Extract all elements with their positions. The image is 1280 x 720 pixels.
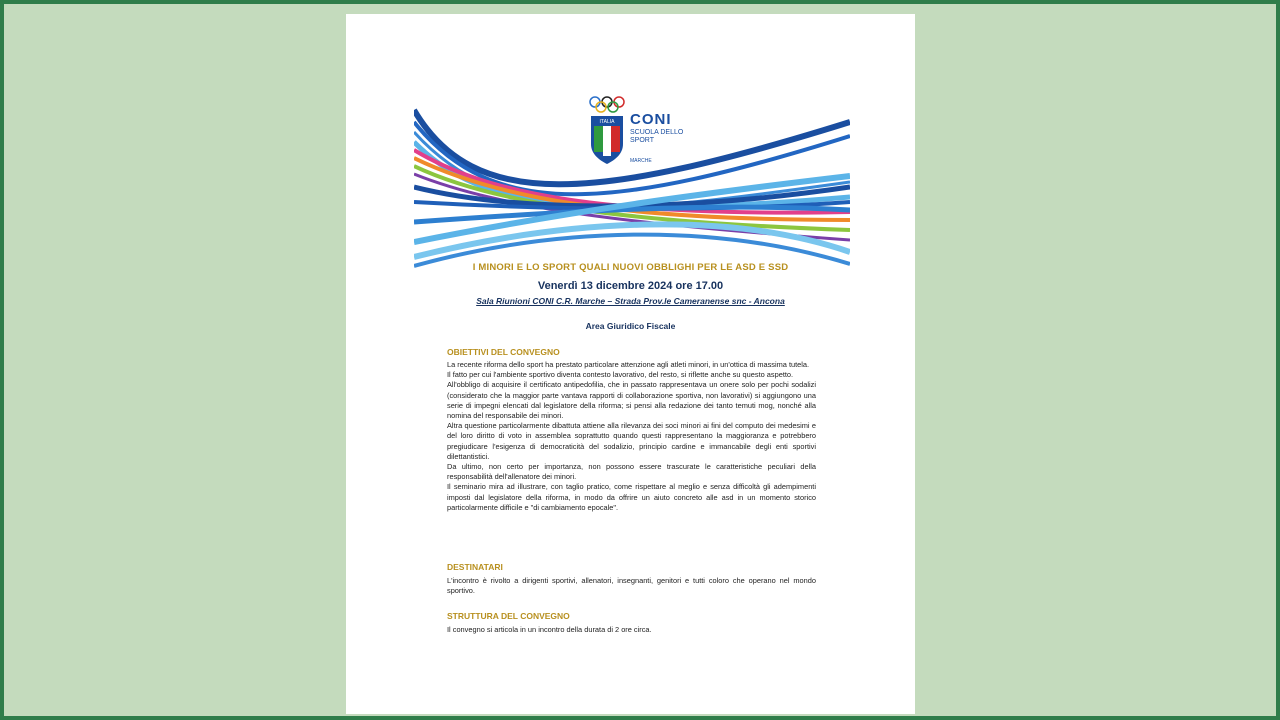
structure-heading: STRUTTURA DEL CONVEGNO xyxy=(447,611,570,621)
event-title: I MINORI E LO SPORT QUALI NUOVI OBBLIGHI PER LE ASD E SSD xyxy=(472,262,789,273)
objectives-paragraph: Da ultimo, non certo per importanza, non possono essere trascurate le caratteristiche peculiari della responsabilità dell'allenatore dei minori. xyxy=(447,462,816,482)
objectives-paragraph: Altra questione particolarmente dibattuta attiene alla rilevanza dei soci minori ai fini del computo dei medesimi e del loro diritto di voto in assemblea soprattutto quando questi rappresentano la maggioranza e potrebbero pregiudicare l'esigenza di democraticità del sodalizio, principio cardine e immancabile degli enti sportivi dilettantistici. xyxy=(447,421,816,461)
coni-subtitle: SCUOLA DELLO SPORT xyxy=(630,129,684,144)
objectives-heading: OBIETTIVI DEL CONVEGNO xyxy=(447,347,560,357)
background-frame xyxy=(4,4,1276,716)
event-area: Area Giuridico Fiscale xyxy=(585,321,676,331)
recipients-heading: DESTINATARI xyxy=(447,562,503,572)
badge-text: ITALIA xyxy=(599,119,615,125)
objectives-paragraph: All'obbligo di acquisire il certificato antipedofilia, che in passato rappresentava un onere solo per pochi sodalizi (considerato che la maggior parte vantava rapporti di collaborazione sportiva, non lavorativi) si aggiungono una serie di impegni elencati dal legislatore della riforma; si pensi alla redazione dei tanto temuti mog, nonché alla nomina del responsabile dei minori. xyxy=(447,380,816,421)
document-page xyxy=(346,14,915,714)
coni-region: MARCHE xyxy=(630,158,652,164)
coni-name: CONI xyxy=(630,111,672,128)
event-venue: Sala Riunioni CONI C.R. Marche – Strada Prov.le Cameranense snc - Ancona xyxy=(476,296,785,306)
objectives-paragraph: La recente riforma dello sport ha prestato particolare attenzione agli atleti minori, in un'ottica di massima tutela. xyxy=(447,360,810,369)
objectives-paragraph: Il fatto per cui l'ambiente sportivo diventa contesto lavorativo, del resto, si riflette anche su questo aspetto. xyxy=(447,370,794,380)
event-date: Venerdì 13 dicembre 2024 ore 17.00 xyxy=(537,280,724,292)
objectives-paragraph: Il seminario mira ad illustrare, con taglio pratico, come rispettare al meglio e senza difficoltà gli adempimenti imposti dal legislatore della riforma, in modo da offrire un aiuto concreto alle asd in un momento storico particolarmente difficile e "di cambiamento epocale". xyxy=(447,482,816,512)
recipients-body: L'incontro è rivolto a dirigenti sportivi, allenatori, insegnanti, genitori e tutti coloro che operano nel mondo sportivo. xyxy=(447,576,816,596)
structure-body: Il convegno si articola in un incontro della durata di 2 ore circa. xyxy=(447,625,652,634)
objectives-body xyxy=(447,360,816,513)
olympic-rings-icon xyxy=(590,97,624,112)
